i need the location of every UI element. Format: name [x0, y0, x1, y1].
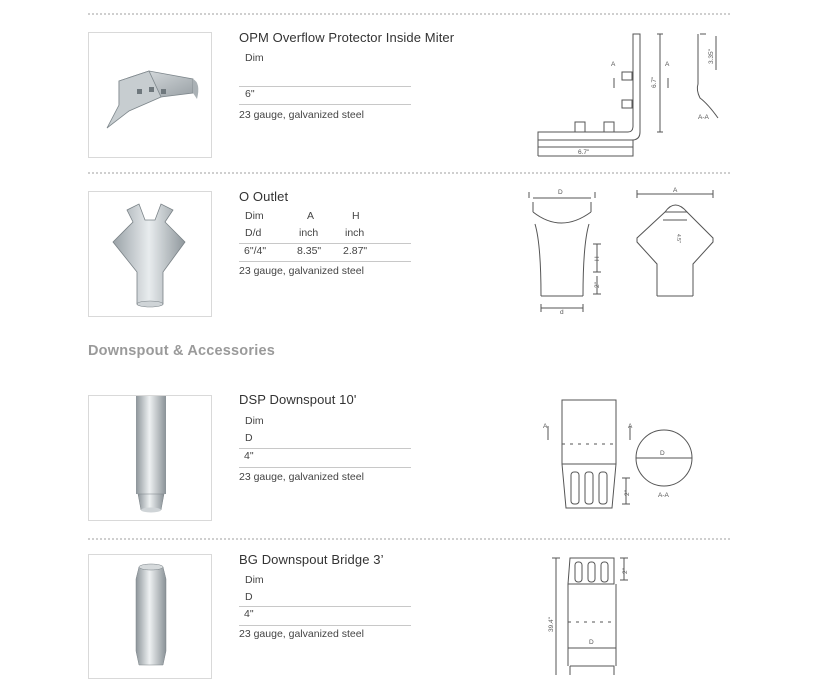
dim-label-d: D	[660, 450, 665, 457]
dim-label-width: 6.7"	[578, 149, 590, 156]
table-header-dim: Dim	[245, 574, 264, 586]
table-unit-dim: D/d	[245, 227, 262, 239]
dim-label-height: 6.7"	[651, 76, 658, 88]
product-title: O Outlet	[239, 189, 289, 204]
table-rule	[239, 86, 411, 87]
dim-label-d-small: d	[560, 309, 564, 316]
dim-label-d: D	[558, 189, 563, 196]
material-note: 23 gauge, galvanized steel	[239, 265, 364, 277]
table-unit-h: inch	[345, 227, 365, 239]
table-rule	[239, 625, 411, 626]
dim-label-two: 2"	[624, 490, 631, 496]
dim-label-h: H	[594, 256, 601, 261]
dim-label-a: A	[673, 187, 678, 194]
technical-drawing-downspout	[538, 396, 708, 516]
table-unit-a: inch	[299, 227, 319, 239]
product-title: OPM Overflow Protector Inside Miter	[239, 30, 455, 45]
table-header-dim: Dim	[245, 52, 264, 64]
section-heading: Downspout & Accessories	[88, 343, 275, 359]
dim-label-two: 2"	[622, 568, 629, 574]
table-value-dim: 6"	[245, 88, 255, 100]
technical-drawing-opm	[530, 28, 730, 164]
table-value-a: 8.35"	[297, 245, 322, 257]
table-value-dim: 6"/4"	[244, 245, 267, 257]
table-value-dim: 4"	[244, 608, 254, 620]
table-header-dim: Dim	[245, 210, 264, 222]
table-rule	[239, 243, 411, 244]
row-divider	[88, 172, 730, 174]
technical-drawing-outlet	[525, 184, 725, 320]
product-image-bridge	[88, 554, 212, 679]
table-unit-dim: D	[245, 591, 253, 603]
product-image-downspout	[88, 395, 212, 521]
material-note: 23 gauge, galvanized steel	[239, 628, 364, 640]
table-rule	[239, 104, 411, 105]
table-header-h: H	[352, 210, 360, 222]
product-image-outlet	[88, 191, 212, 317]
dim-label-a: A	[628, 423, 633, 430]
dim-label-a: A	[611, 61, 616, 68]
dim-label-length: 39.4"	[548, 617, 555, 632]
dim-label-d: D	[589, 639, 594, 646]
material-note: 23 gauge, galvanized steel	[239, 109, 364, 121]
product-image-opm	[88, 32, 212, 158]
table-rule	[239, 606, 411, 607]
table-rule	[239, 261, 411, 262]
product-title: DSP Downspout 10'	[239, 392, 357, 407]
table-value-dim: 4"	[244, 450, 254, 462]
section-label: A-A	[658, 492, 669, 499]
dim-label-a: A	[543, 423, 548, 430]
product-title: BG Downspout Bridge 3’	[239, 552, 384, 567]
section-label: A-A	[698, 114, 709, 121]
table-rule	[239, 467, 411, 468]
row-divider	[88, 538, 730, 540]
dim-label-side: 3.35"	[708, 49, 715, 64]
row-divider	[88, 13, 730, 15]
table-header-dim: Dim	[245, 415, 264, 427]
material-note: 23 gauge, galvanized steel	[239, 471, 364, 483]
table-unit-dim: D	[245, 432, 253, 444]
dim-label-a: A	[665, 61, 670, 68]
technical-drawing-bridge	[542, 554, 642, 675]
table-header-a: A	[307, 210, 315, 222]
table-rule	[239, 448, 411, 449]
table-value-h: 2.87"	[343, 245, 368, 257]
dim-label-two: 2"	[594, 282, 601, 288]
stamp-mark: 4.5"	[675, 234, 681, 243]
